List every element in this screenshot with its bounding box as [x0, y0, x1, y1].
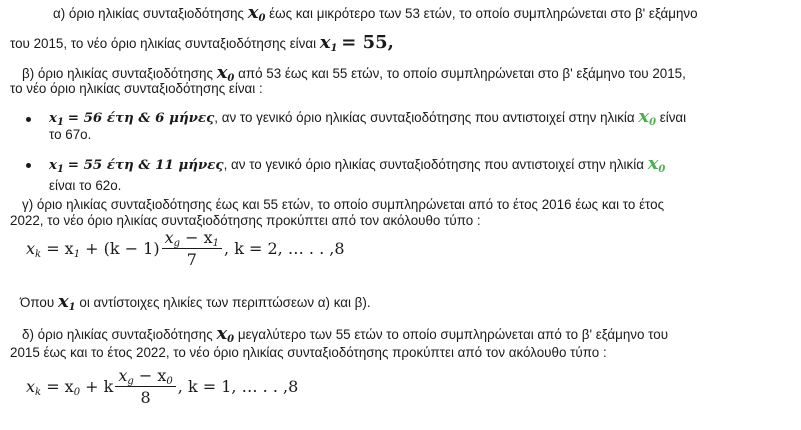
para-d-line2	[10, 344, 607, 362]
bullet2-text1: , αν το γενικό όριο ηλικίας συνταξιοδότησης που αντιστοιχεί στην ηλικία	[223, 157, 644, 172]
range: , k = 2, … . . ,8	[224, 239, 345, 258]
para-b-text1: β) όριο ηλικίας συνταξιοδότησης	[22, 66, 213, 81]
var-x1: $x_1$	[57, 291, 76, 313]
bullet2-text2: είναι το 62ο.	[49, 178, 122, 193]
bullet2-line1	[49, 155, 665, 174]
var-x0: $x_0$	[216, 62, 235, 84]
para-b-line2	[10, 80, 263, 98]
bullet-dot	[26, 163, 31, 168]
fraction: $\frac{x_g - x_0}{8}$	[115, 366, 175, 407]
para-b-text2: από 53 έως και 55 ετών, το οποίο συμπληρώνεται στο β' εξάμηνο του 2015,	[238, 66, 686, 81]
para-a-text2: έως και μικρότερο των 53 ετών, το οποίο συμπληρώνεται στο β' εξάμηνο	[269, 6, 698, 21]
var-x0: $x_0$	[247, 2, 266, 24]
bullet1-text1: , αν το γενικό όριο ηλικίας συνταξιοδότησης που αντιστοιχεί στην ηλικία	[214, 110, 635, 125]
var-x0-green: $x_0$	[638, 106, 657, 128]
para-c-text1: γ) όριο ηλικίας συνταξιοδότησης έως και 55 ετών, το οποίο συμπληρώνεται από το έτος 2016 έως και το έτος	[22, 197, 665, 212]
para-b-text3: το νέο όριο ηλικίας συνταξιοδότησης είναι :	[10, 81, 263, 96]
bullet1-line1	[49, 108, 686, 127]
para-a-line2	[10, 34, 394, 53]
var-x0-green: $x_0$	[647, 153, 666, 175]
para-a-text1: α) όριο ηλικίας συνταξιοδότησης	[53, 6, 244, 21]
bullet1-expr: = 56 έτη & 6 μήνες	[67, 110, 215, 126]
fraction: $\frac{x_g - x_1}{7}$	[162, 228, 222, 269]
var-x1: $x_1$	[49, 157, 64, 175]
formula-d: $x_k = x_0 + k$ $\frac{x_g - x_0}{8}$ , k = 1, … . . ,8	[26, 366, 299, 407]
bullet-dot	[26, 117, 31, 122]
note-text2: οι αντίστοιχες ηλικίες των περιπτώσεων α) και β).	[79, 295, 371, 310]
bullet1-text2: είναι	[659, 110, 687, 125]
para-d-text2: μεγαλύτερο των 55 ετών το οποίο συμπληρώνεται από το β' εξάμηνο του	[237, 327, 669, 342]
note-text1: Όπου	[20, 295, 55, 310]
bullet1-text3: το 67ο.	[49, 127, 92, 142]
para-d-text3: 2015 έως και το έτος 2022, το νέο όριο ηλικίας συνταξιοδότησης προκύπτει από τον ακόλουθο τύπο :	[10, 345, 607, 360]
bullet2-line2	[49, 177, 121, 195]
para-d-line1	[22, 325, 668, 344]
para-c-text2: 2022, το νέο όριο ηλικίας συνταξιοδότησης προκύπτει από τον ακόλουθο τύπο :	[10, 213, 481, 228]
range: , k = 1, … . . ,8	[177, 377, 299, 396]
var-x0: $x_0$	[216, 323, 235, 345]
bullet1-line2	[49, 126, 91, 144]
para-d-text1: δ) όριο ηλικίας συνταξιοδότησης	[22, 327, 213, 342]
var-x1: $x_1$	[49, 110, 64, 128]
bullet2-expr: = 55 έτη & 11 μήνες	[67, 157, 224, 173]
value-55: = 55,	[341, 32, 394, 53]
para-a-line1	[53, 4, 698, 23]
para-a-text3: του 2015, το νέο όριο ηλικίας συνταξιοδότησης είναι	[10, 36, 317, 51]
formula-c: $x_k = x_1 + (k - 1)$ $\frac{x_g - x_1}{7}$ , k = 2, … . . ,8	[26, 228, 345, 269]
note-line	[20, 293, 371, 312]
var-x1: $x_1$	[319, 32, 338, 54]
